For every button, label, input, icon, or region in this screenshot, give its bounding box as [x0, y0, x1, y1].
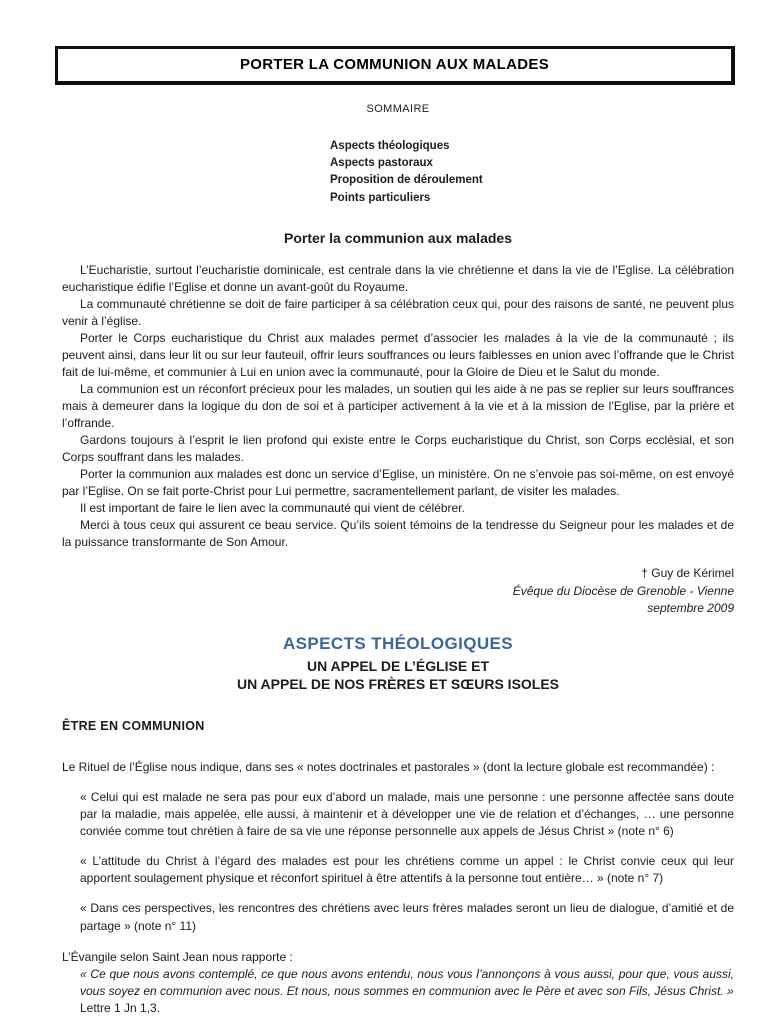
sommaire-list — [330, 138, 734, 207]
paragraph-porter-corps: Porter le Corps eucharistique du Christ aux malades permet d’associer les malades à la vie de la communauté ; ils peuvent ainsi, dans leur lit ou sur leur fauteuil, offrir leurs souffrances ou leurs faiblesses en union avec l’offrande que le Christ fait de lui-même, et communier à Lui en union avec la communauté, pour la Gloire de Dieu et le Salut du monde. — [62, 330, 734, 379]
evangile-intro-text: L’Évangile selon Saint Jean nous rapporte : — [62, 949, 293, 964]
document-title: PORTER LA COMMUNION AUX MALADES — [239, 56, 549, 73]
sommaire-item-proposition-deroulement: Proposition de déroulement — [330, 174, 483, 187]
evangile-quote-block — [80, 966, 734, 1017]
signature-name: † Guy de Kérimel — [641, 566, 734, 581]
aspects-theologiques-heading: ASPECTS THÉOLOGIQUES — [283, 634, 513, 654]
signature-role: Évêque du Diocèse de Grenoble - Vienne — [512, 583, 734, 598]
etre-en-communion-heading: ÊTRE EN COMMUNION — [62, 718, 205, 733]
evangile-quote-text: « Ce que nous avons contemplé, ce que nous avons entendu, nous vous l’annonçons à vous aussi, pour que, vous aussi, vous soyez en communion avec nous. Et nous, nous sommes en communion avec le Père et avec son Fils, Jésus Christ. » — [80, 966, 734, 998]
sommaire-item-aspects-theologiques: Aspects théologiques — [330, 139, 450, 152]
paragraph-gardons: Gardons toujours à l’esprit le lien profond qui existe entre le Corps eucharistique du Christ, son Corps ecclésial, et son Corps souffrant dans les malades. — [62, 433, 734, 465]
quote-note-11: « Dans ces perspectives, les rencontres des chrétiens avec leurs frères malades seront un lieu de dialogue, d’amitié et de partage » (note n° 11) — [80, 901, 734, 933]
communion-section-heading: Porter la communion aux malades — [284, 229, 512, 246]
paragraph-eucharistie: L’Eucharistie, surtout l’eucharistie dominicale, est centrale dans la vie chrétienne et dans la vie de l’Eglise. La célébration eucharistique édifie l’Eglise et donne un avant-goût du Royaume. — [62, 262, 734, 294]
document-title-box — [55, 46, 735, 85]
evangile-reference: Lettre 1 Jn 1,3. — [80, 1000, 161, 1015]
sommaire-item-points-particuliers: Points particuliers — [330, 191, 431, 204]
rituel-intro-text: Le Rituel de l’Église nous indique, dans ses « notes doctrinales et pastorales » (dont la lecture globale est recommandée) : — [62, 760, 715, 775]
paragraph-reconfort: La communion est un réconfort précieux pour les malades, un soutien qui les aide à ne pas se replier sur leurs souffrances mais à demeurer dans la logique du don de soi et à participer activement à la vie et à la mission de l’Eglise, par la prière et l’offrande. — [62, 382, 734, 431]
quote-note-6: « Celui qui est malade ne sera pas pour eux d’abord un malade, mais une personne : une personne affectée sans doute par la maladie, mais appelée, elle aussi, à maintenir et à développer une vie de relation et d’échanges, … une personne conviée comme tout chrétien à faire de sa vie une réponse personnelle aux appels de Jésus Christ » (note n° 6) — [80, 790, 734, 839]
rituel-quotes — [62, 789, 734, 934]
appel-eglise-heading: UN APPEL DE L’ÉGLISE ET — [306, 657, 490, 674]
appel-freres-heading: UN APPEL DE NOS FRÈRES ET SŒURS ISOLES — [236, 676, 560, 693]
sommaire-item-aspects-pastoraux: Aspects pastoraux — [330, 157, 433, 170]
paragraph-lien-communaute: Il est important de faire le lien avec la communauté qui vient de célébrer. — [80, 501, 465, 516]
paragraph-merci: Merci à tous ceux qui assurent ce beau service. Qu’ils soient témoins de la tendresse du Seigneur pour les malades et de la puissance transformante de Son Amour. — [62, 518, 734, 550]
quote-note-7: « L’attitude du Christ à l’égard des malades est pour les chrétiens comme un appel : le Christ convie ceux qui leur apportent soulagement physique et réconfort spirituel à être attentifs à la personne tout entière… » (note n° 7) — [80, 854, 734, 886]
sommaire-heading: SOMMAIRE — [366, 103, 430, 116]
signature-block — [62, 565, 734, 617]
paragraph-communaute: La communauté chrétienne se doit de faire participer à sa célébration ceux qui, pour des raisons de santé, ne peuvent plus venir à l’église. — [62, 296, 734, 328]
signature-date: septembre 2009 — [647, 601, 734, 616]
communion-body — [62, 262, 734, 552]
paragraph-ministere: Porter la communion aux malades est donc un service d’Eglise, un ministère. On ne s’envoie pas soi-même, on est envoyé par l’Eglise. On se fait porte-Christ pour Lui permettre, sacramentellement parlant, de visiter les malades. — [62, 467, 734, 499]
